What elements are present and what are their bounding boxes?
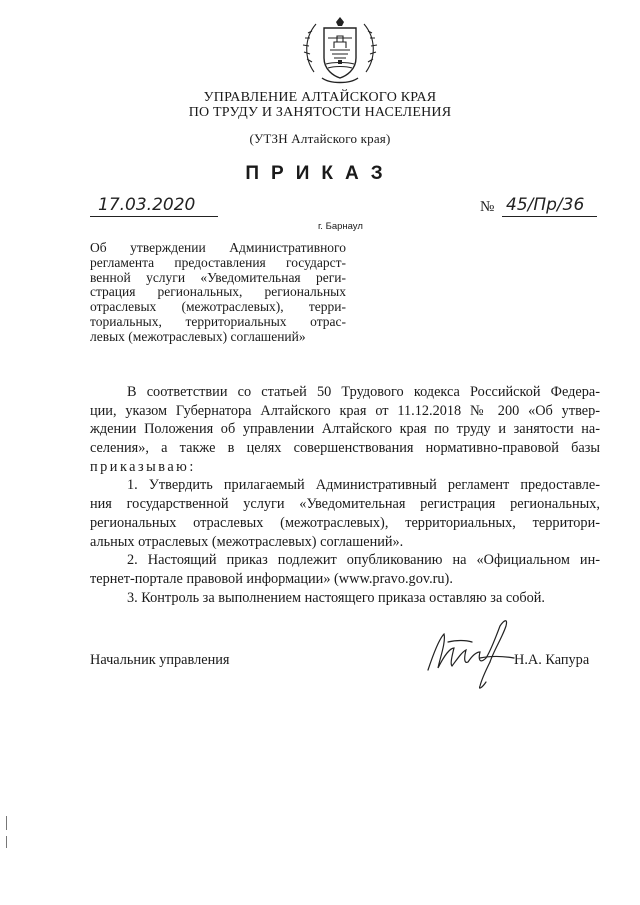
body-line: селения», а также в целях совершенствования нормативно-правовой базы — [90, 440, 600, 457]
subject-line: левых (межотраслевых) соглашений» — [90, 328, 306, 344]
city-label: г. Барнаул — [318, 221, 363, 232]
subject-line: отраслевых (межотраслевых), терри- — [90, 299, 346, 315]
subject-line: венной услуги «Уведомительная реги- — [90, 269, 346, 285]
organization-short-name: (УТЗН Алтайского края) — [249, 131, 391, 146]
organization-name-line-2: ПО ТРУДУ И ЗАНЯТОСТИ НАСЕЛЕНИЯ — [188, 105, 452, 120]
document-type-title: ПРИКАЗ — [245, 163, 395, 184]
body-line: ции, указом Губернатора Алтайского края от 11.12.2018 № 200 «Об утвер- — [90, 402, 600, 419]
number-prefix: № — [480, 199, 495, 215]
subject-line: ториальных, территориальных отрас- — [90, 313, 346, 329]
subject-line: страция региональных, региональных — [90, 284, 346, 300]
subject-line: Об утверждении Административного — [90, 240, 346, 255]
signatory-position: Начальник управления — [90, 652, 230, 668]
item-1-line: ния государственной услуги «Уведомительная регистрация региональных, — [90, 496, 600, 513]
date-value: 17.03.2020 — [98, 195, 196, 215]
organization-name-line-1: УПРАВЛЕНИЕ АЛТАЙСКОГО КРАЯ — [203, 90, 437, 105]
order-body — [90, 383, 600, 607]
number-field — [502, 196, 597, 217]
item-1-line: региональных отраслевых (межотраслевых), территориальных, территори- — [90, 514, 600, 531]
date-field — [90, 196, 218, 217]
item-2-line: тернет-портале правовой информации» (www.pravo.gov.ru). — [90, 570, 453, 587]
item-1-line: альных отраслевых (межотраслевых) соглашений». — [90, 533, 404, 550]
body-line: ждении Положения об управлении Алтайского края по труду и занятости на- — [90, 421, 600, 438]
signatory-name: Н.А. Капура — [514, 652, 590, 668]
scan-edge-mark — [6, 816, 7, 830]
scan-edge-mark — [6, 836, 7, 848]
body-line: В соответствии со статьей 50 Трудового кодекса Российской Федера- — [127, 384, 600, 400]
item-2-line: 2. Настоящий приказ подлежит опубликованию на «Официальном ин- — [127, 552, 600, 569]
handwritten-signature — [420, 612, 520, 694]
item-1-line: 1. Утвердить прилагаемый Административный регламент предоставле- — [127, 477, 600, 494]
subject-line: регламента предоставления государст- — [90, 254, 346, 270]
order-word: приказываю: — [90, 458, 196, 475]
item-3-line: 3. Контроль за выполнением настоящего приказа оставляю за собой. — [127, 589, 546, 606]
document-subject — [90, 241, 346, 345]
coat-of-arms-emblem — [300, 14, 380, 88]
number-value: 45/Пр/36 — [506, 195, 585, 215]
